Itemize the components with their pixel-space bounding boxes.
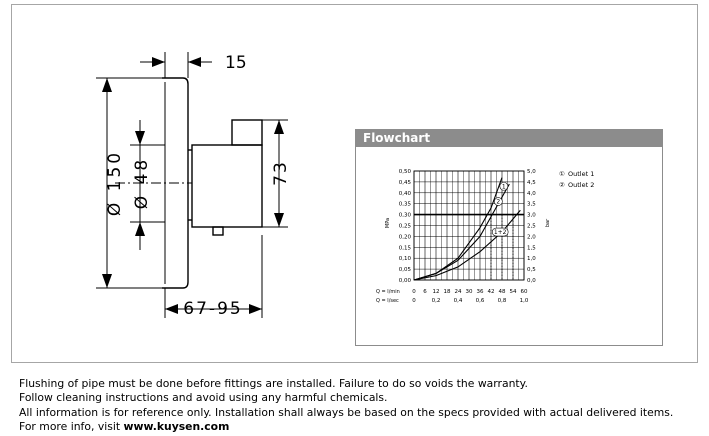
dim-67-95-label: 67-95 (183, 299, 243, 319)
flowchart-panel (355, 129, 663, 346)
y-tick-left: 0,50 (398, 169, 411, 175)
curve-marker-1+2: 1+2 (493, 229, 507, 237)
dim-15-label: 15 (225, 53, 247, 73)
y-tick-right: 2,0 (527, 234, 536, 241)
x-tick-lpm: 54 (509, 289, 517, 295)
y-axis-label-left: MPa (385, 217, 391, 229)
x-tick-lps: 0,4 (453, 298, 463, 304)
x-tick-lps: 0,8 (497, 298, 507, 304)
y-tick-right: 3,0 (527, 212, 536, 219)
x-tick-lps: 1,0 (519, 298, 529, 304)
curve-marker-1: 1 (501, 183, 506, 191)
x-tick-lpm: 18 (443, 289, 451, 295)
y-tick-left: 0,35 (398, 201, 411, 208)
x-tick-lpm: 0 (412, 289, 416, 295)
note-line-3: All information is for reference only. Installation shall always be based on the specs provided with actual delivered items. (19, 405, 674, 419)
note-line-1: Flushing of pipe must be done before fittings are installed. Failure to do so voids the warranty. (19, 377, 528, 390)
y-axis-label-right: bar (545, 218, 551, 228)
y-tick-right: 4,0 (527, 190, 536, 197)
flowchart-chart (356, 147, 662, 345)
x-tick-lpm: 30 (465, 289, 473, 295)
x-tick-lps: 0,2 (431, 298, 441, 304)
note-line-4-prefix: For more info, visit (19, 420, 124, 434)
x-tick-lpm: 36 (476, 289, 484, 295)
legend-marker-1: ① (559, 170, 565, 178)
y-tick-left: 0,45 (398, 179, 411, 186)
y-tick-right: 4,5 (527, 179, 536, 186)
y-tick-right: 5,0 (527, 169, 536, 175)
x-tick-lpm: 6 (423, 289, 427, 295)
y-tick-right: 1,0 (527, 256, 536, 263)
y-tick-right: 1,5 (527, 245, 536, 252)
y-tick-left: 0,30 (398, 212, 411, 219)
y-tick-right: 0,5 (527, 267, 536, 274)
notes (19, 377, 673, 435)
valve-body (192, 145, 262, 227)
y-tick-left: 0,00 (398, 278, 411, 284)
website-link[interactable]: www.kuysen.com (123, 420, 230, 434)
y-tick-right: 0,0 (527, 278, 536, 284)
y-tick-left: 0,05 (398, 267, 411, 274)
y-tick-left: 0,15 (398, 245, 411, 252)
flowchart-title: Flowchart (356, 130, 662, 147)
dim-150-label: Ø 150 (105, 149, 125, 217)
bottom-stud (213, 227, 223, 235)
y-tick-right: 3,5 (527, 201, 536, 208)
y-tick-left: 0,10 (398, 256, 411, 263)
x-tick-lpm: 42 (487, 289, 495, 295)
note-line-4 (19, 420, 673, 434)
x-axis-label-lps: Q = l/sec (376, 298, 399, 304)
top-connector (232, 120, 262, 145)
dim-48-label: Ø 48 (132, 156, 152, 210)
y-tick-right: 2,5 (527, 223, 536, 230)
note-line-2: Follow cleaning instructions and avoid using any harmful chemicals. (19, 391, 388, 405)
legend-marker-2: ② (559, 181, 565, 189)
legend-label-1: Outlet 1 (568, 170, 595, 178)
x-tick-lpm: 24 (454, 289, 462, 295)
curve-marker-2: 2 (496, 198, 501, 206)
y-tick-left: 0,25 (398, 223, 411, 230)
x-tick-lpm: 12 (432, 289, 440, 295)
dim-73-label: 73 (271, 160, 291, 186)
x-tick-lpm: 48 (498, 289, 506, 295)
x-tick-lps: 0 (412, 298, 416, 304)
y-tick-left: 0,20 (398, 234, 411, 241)
legend-label-2: Outlet 2 (568, 181, 595, 189)
x-axis-label-lpm: Q = l/min (376, 289, 400, 295)
x-tick-lpm: 60 (520, 289, 528, 295)
y-tick-left: 0,40 (398, 190, 411, 197)
x-tick-lps: 0,6 (475, 298, 485, 304)
